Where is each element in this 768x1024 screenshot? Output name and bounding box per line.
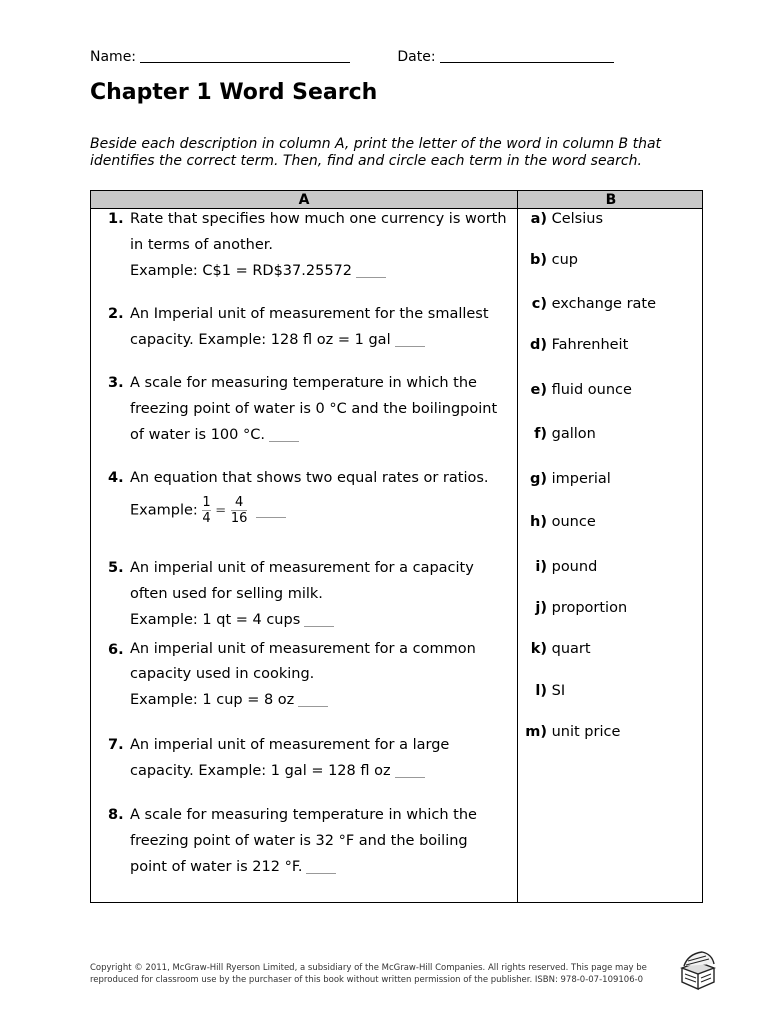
name-label: Name: (90, 49, 137, 65)
fraction-one-fourth: $\frac{1}{4}$ (202, 495, 211, 526)
answer-blank[interactable] (395, 332, 425, 347)
item-description: An Imperial unit of measurement for the smallest capacity. Example: 128 fl oz = 1 gal (130, 306, 489, 348)
column-b-item-d: d) Fahrenheit (529, 337, 629, 353)
item-description: A scale for measuring temperature in which the freezing point of water is 32 °F and the boiling point of water is 212 °F. (130, 807, 477, 875)
column-b-item-c: c) exchange rate (531, 296, 657, 312)
page-title: Chapter 1 Word Search (90, 80, 378, 105)
item-description: A scale for measuring temperature in which the freezing point of water is 0 °C and the boilingpoint of water is 100 °C. (130, 375, 498, 443)
item-description: An imperial unit of measurement for a large capacity. Example: 1 gal = 128 fl oz (130, 737, 450, 779)
answer-blank[interactable] (298, 692, 328, 707)
column-b-item-k: k) quart (530, 641, 591, 657)
column-a-header: A (298, 192, 310, 208)
date-label: Date: (397, 49, 436, 65)
column-divider (517, 191, 518, 902)
equals-sign: = (215, 503, 227, 519)
item-number: 2. (108, 306, 124, 322)
column-b-item-e: e) fluid ounce (530, 382, 632, 398)
name-field[interactable] (140, 49, 350, 63)
item-description: An imperial unit of measurement for a capacity often used for selling milk. (130, 560, 474, 602)
matching-table (90, 190, 703, 903)
item-number: 3. (108, 375, 124, 391)
column-b-item-m: m) unit price (525, 724, 621, 740)
item-number: 8. (108, 807, 124, 823)
header-fields (90, 49, 614, 65)
item-number: 1. (108, 211, 124, 227)
item-example: Example: (130, 502, 198, 519)
column-b-item-j: j) proportion (535, 600, 628, 616)
answer-blank[interactable] (356, 263, 386, 278)
column-b-item-i: i) pound (535, 559, 598, 575)
column-b-item-f: f) gallon (534, 426, 596, 442)
copyright-footer: Copyright © 2011, McGraw-Hill Ryerson Limited, a subsidiary of the McGraw-Hill Companies. All rights reserved. This page may be reproduced for classroom use by the purchaser of this book without written permission of the publisher. ISBN: 978-0-07-109106-0 (90, 963, 647, 985)
item-example: Example: C$1 = RD$37.25572 (130, 263, 352, 279)
answer-blank[interactable] (304, 612, 334, 627)
date-field[interactable] (440, 49, 614, 63)
item-example: Example: 1 cup = 8 oz (130, 692, 295, 708)
answer-blank[interactable] (256, 503, 286, 518)
column-b-item-l: l) SI (535, 683, 566, 699)
treasure-chest-icon (676, 948, 718, 992)
fraction-four-sixteenths: $\frac{4}{16}$ (230, 495, 248, 526)
column-b-item-a: a) Celsius (530, 211, 604, 227)
item-description: An imperial unit of measurement for a common capacity used in cooking. (130, 641, 476, 682)
instructions: Beside each description in column A, print the letter of the word in column B that identifies the correct term. Then, find and circle each term in the word search. (90, 136, 662, 169)
column-b-item-b: b) cup (529, 252, 578, 268)
item-description: Rate that specifies how much one currency is worth in terms of another. (130, 211, 507, 253)
column-b-item-g: g) imperial (529, 471, 611, 487)
answer-blank[interactable] (269, 427, 299, 442)
column-b-item-h: h) ounce (530, 514, 596, 530)
item-number: 5. (108, 560, 124, 576)
item-example: Example: 1 qt = 4 cups (130, 612, 301, 628)
answer-blank[interactable] (395, 763, 425, 778)
answer-blank[interactable] (306, 859, 336, 874)
item-number: 7. (108, 737, 124, 753)
column-b-header: B (605, 192, 617, 208)
item-description: An equation that shows two equal rates or ratios. (130, 470, 489, 486)
item-number: 6. (108, 642, 124, 658)
item-number: 4. (108, 470, 124, 486)
